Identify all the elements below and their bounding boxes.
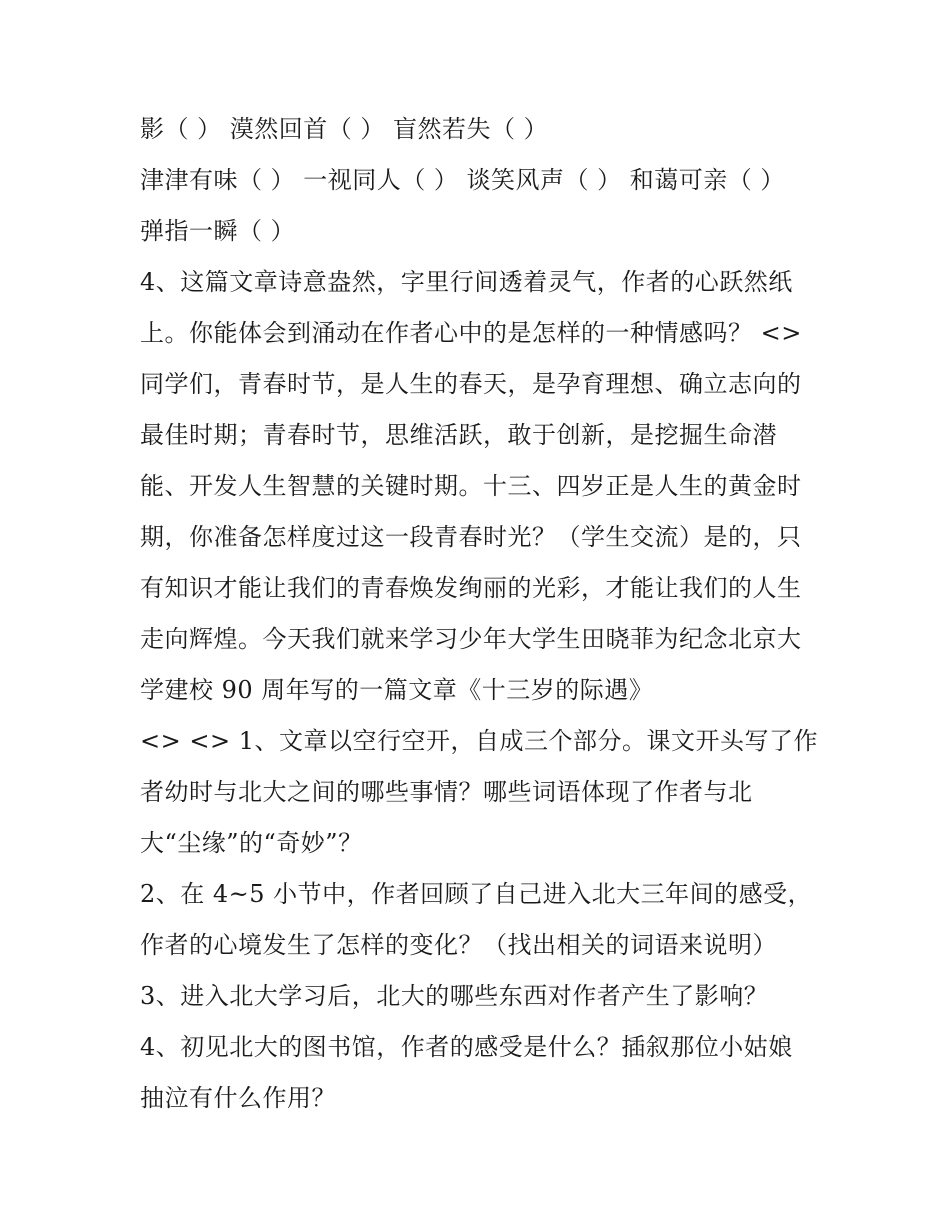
text-line: 4、这篇文章诗意盎然，字里行间透着灵气，作者的心跃然纸 <box>140 268 793 296</box>
text-line: 期，你准备怎样度过这一段青春时光？（学生交流）是的，只 <box>140 523 802 551</box>
text-line: 有知识才能让我们的青春焕发绚丽的光彩，才能让我们的人生 <box>140 574 802 602</box>
text-line: 上。你能体会到涌动在作者心中的是怎样的一种情感吗？ <> <box>140 319 802 347</box>
text-line: 4、初见北大的图书馆，作者的感受是什么？插叙那位小姑娘 <box>140 1033 793 1061</box>
text-line: 最佳时期；青春时节，思维活跃，敢于创新，是挖掘生命潜 <box>140 421 777 449</box>
text-line: 抽泣有什么作用？ <box>140 1084 336 1112</box>
text-line: 走向辉煌。今天我们就来学习少年大学生田晓菲为纪念北京大 <box>140 625 802 653</box>
text-line: 学建校 90 周年写的一篇文章《十三岁的际遇》 <box>140 676 654 704</box>
text-line: 弹指一瞬（ ） <box>140 217 296 245</box>
document-body <box>140 104 830 1124</box>
text-line: 能、开发人生智慧的关键时期。十三、四岁正是人生的黄金时 <box>140 472 802 500</box>
text-line: <> <> 1、文章以空行空开，自成三个部分。课文开头写了作 <box>140 727 818 755</box>
text-line: 津津有味（ ） 一视同人（ ） 谈笑风声（ ） 和蔼可亲（ ） <box>140 166 785 194</box>
text-line: 大“尘缘”的“奇妙”？ <box>140 829 363 857</box>
text-line: 作者的心境发生了怎样的变化？（找出相关的词语来说明） <box>140 931 777 959</box>
text-line: 2、在 4~5 小节中，作者回顾了自己进入北大三年间的感受， <box>140 880 813 908</box>
text-line: 影（ ） 漠然回首（ ） 盲然若失（ ） <box>140 115 549 143</box>
text-line: 3、进入北大学习后，北大的哪些东西对作者产生了影响？ <box>140 982 769 1010</box>
text-line: 者幼时与北大之间的哪些事情？哪些词语体现了作者与北 <box>140 778 753 806</box>
text-line: 同学们，青春时节，是人生的春天，是孕育理想、确立志向的 <box>140 370 802 398</box>
